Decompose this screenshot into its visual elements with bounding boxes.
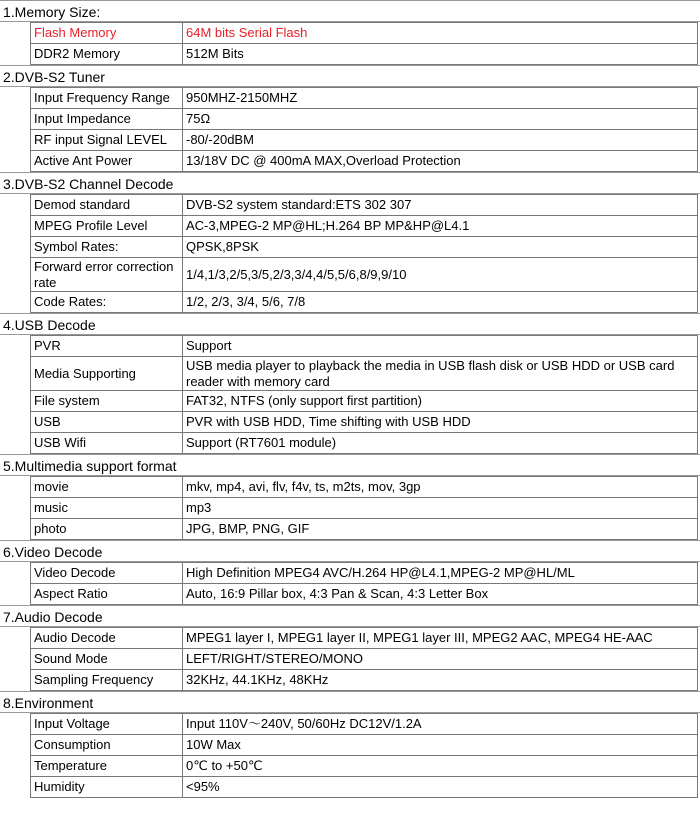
spec-table: [30, 627, 698, 691]
spec-value: Auto, 16:9 Pillar box, 4:3 Pan & Scan, 4:3 Letter Box: [183, 584, 698, 605]
spec-label: RF input Signal LEVEL: [31, 130, 183, 151]
section-title: 7.Audio Decode: [0, 605, 700, 627]
spec-label: Sound Mode: [31, 649, 183, 670]
spec-value: FAT32, NTFS (only support first partition): [183, 391, 698, 412]
spec-row: [31, 649, 698, 670]
spec-row: [31, 563, 698, 584]
spec-value: 13/18V DC @ 400mA MAX,Overload Protection: [183, 151, 698, 172]
spec-label: File system: [31, 391, 183, 412]
spec-row: [31, 735, 698, 756]
spec-value: <95%: [183, 777, 698, 798]
spec-value: 1/2, 2/3, 3/4, 5/6, 7/8: [183, 292, 698, 313]
spec-value: -80/-20dBM: [183, 130, 698, 151]
spec-label: movie: [31, 477, 183, 498]
section-title: 4.USB Decode: [0, 313, 700, 335]
section-title: 6.Video Decode: [0, 540, 700, 562]
spec-table: [30, 194, 698, 313]
spec-table: [30, 562, 698, 605]
spec-row: [31, 756, 698, 777]
spec-table: [30, 335, 698, 454]
spec-label: PVR: [31, 336, 183, 357]
spec-label: Flash Memory: [31, 23, 183, 44]
spec-row: [31, 44, 698, 65]
spec-value: QPSK,8PSK: [183, 237, 698, 258]
spec-value: 32KHz, 44.1KHz, 48KHz: [183, 670, 698, 691]
spec-value: mkv, mp4, avi, flv, f4v, ts, m2ts, mov, 3gp: [183, 477, 698, 498]
spec-label: music: [31, 498, 183, 519]
spec-value: JPG, BMP, PNG, GIF: [183, 519, 698, 540]
spec-value: 64M bits Serial Flash: [183, 23, 698, 44]
spec-label: Code Rates:: [31, 292, 183, 313]
section-title: 2.DVB-S2 Tuner: [0, 65, 700, 87]
spec-row: [31, 336, 698, 357]
spec-row: [31, 109, 698, 130]
spec-row: [31, 357, 698, 391]
spec-label: Active Ant Power: [31, 151, 183, 172]
spec-row: [31, 714, 698, 735]
spec-row: [31, 391, 698, 412]
spec-value: 75Ω: [183, 109, 698, 130]
spec-label: Aspect Ratio: [31, 584, 183, 605]
spec-label: MPEG Profile Level: [31, 216, 183, 237]
spec-value: 10W Max: [183, 735, 698, 756]
spec-label: Temperature: [31, 756, 183, 777]
section-title: 1.Memory Size:: [0, 0, 700, 22]
spec-label: DDR2 Memory: [31, 44, 183, 65]
spec-row: [31, 628, 698, 649]
spec-row: [31, 498, 698, 519]
spec-value: 1/4,1/3,2/5,3/5,2/3,3/4,4/5,5/6,8/9,9/10: [183, 258, 698, 292]
spec-row: [31, 216, 698, 237]
spec-row: [31, 477, 698, 498]
section-title: 3.DVB-S2 Channel Decode: [0, 172, 700, 194]
spec-label: Consumption: [31, 735, 183, 756]
spec-row: [31, 258, 698, 292]
spec-row: [31, 195, 698, 216]
spec-row: [31, 237, 698, 258]
spec-value: mp3: [183, 498, 698, 519]
spec-label: Input Voltage: [31, 714, 183, 735]
spec-label: Video Decode: [31, 563, 183, 584]
spec-row: [31, 23, 698, 44]
spec-label: USB: [31, 412, 183, 433]
spec-value: Support (RT7601 module): [183, 433, 698, 454]
spec-label: Forward error correction rate: [31, 258, 183, 292]
spec-table: [30, 713, 698, 798]
spec-label: Sampling Frequency: [31, 670, 183, 691]
spec-label: photo: [31, 519, 183, 540]
spec-table: [30, 22, 698, 65]
spec-label: Demod standard: [31, 195, 183, 216]
spec-row: [31, 130, 698, 151]
spec-value: LEFT/RIGHT/STEREO/MONO: [183, 649, 698, 670]
spec-value: PVR with USB HDD, Time shifting with USB HDD: [183, 412, 698, 433]
spec-value: 0℃ to +50℃: [183, 756, 698, 777]
spec-row: [31, 670, 698, 691]
spec-row: [31, 412, 698, 433]
spec-label: Humidity: [31, 777, 183, 798]
spec-label: Media Supporting: [31, 357, 183, 391]
spec-label: Symbol Rates:: [31, 237, 183, 258]
spec-table: [30, 476, 698, 540]
spec-value: DVB-S2 system standard:ETS 302 307: [183, 195, 698, 216]
spec-value: AC-3,MPEG-2 MP@HL;H.264 BP MP&HP@L4.1: [183, 216, 698, 237]
spec-row: [31, 584, 698, 605]
spec-value: MPEG1 layer I, MPEG1 layer II, MPEG1 layer III, MPEG2 AAC, MPEG4 HE-AAC: [183, 628, 698, 649]
spec-value: USB media player to playback the media in USB flash disk or USB HDD or USB card reader with memory card: [183, 357, 698, 391]
spec-label: Audio Decode: [31, 628, 183, 649]
spec-label: Input Frequency Range: [31, 88, 183, 109]
spec-value: High Definition MPEG4 AVC/H.264 HP@L4.1,MPEG-2 MP@HL/ML: [183, 563, 698, 584]
spec-value: Support: [183, 336, 698, 357]
spec-row: [31, 88, 698, 109]
section-title: 5.Multimedia support format: [0, 454, 700, 476]
spec-row: [31, 292, 698, 313]
spec-row: [31, 433, 698, 454]
spec-value: Input 110V～240V, 50/60Hz DC12V/1.2A: [183, 714, 698, 735]
spec-value: 512M Bits: [183, 44, 698, 65]
spec-label: Input Impedance: [31, 109, 183, 130]
spec-table: [30, 87, 698, 172]
spec-value: 950MHZ-2150MHZ: [183, 88, 698, 109]
spec-row: [31, 519, 698, 540]
spec-row: [31, 777, 698, 798]
spec-label: USB Wifi: [31, 433, 183, 454]
spec-row: [31, 151, 698, 172]
section-title: 8.Environment: [0, 691, 700, 713]
